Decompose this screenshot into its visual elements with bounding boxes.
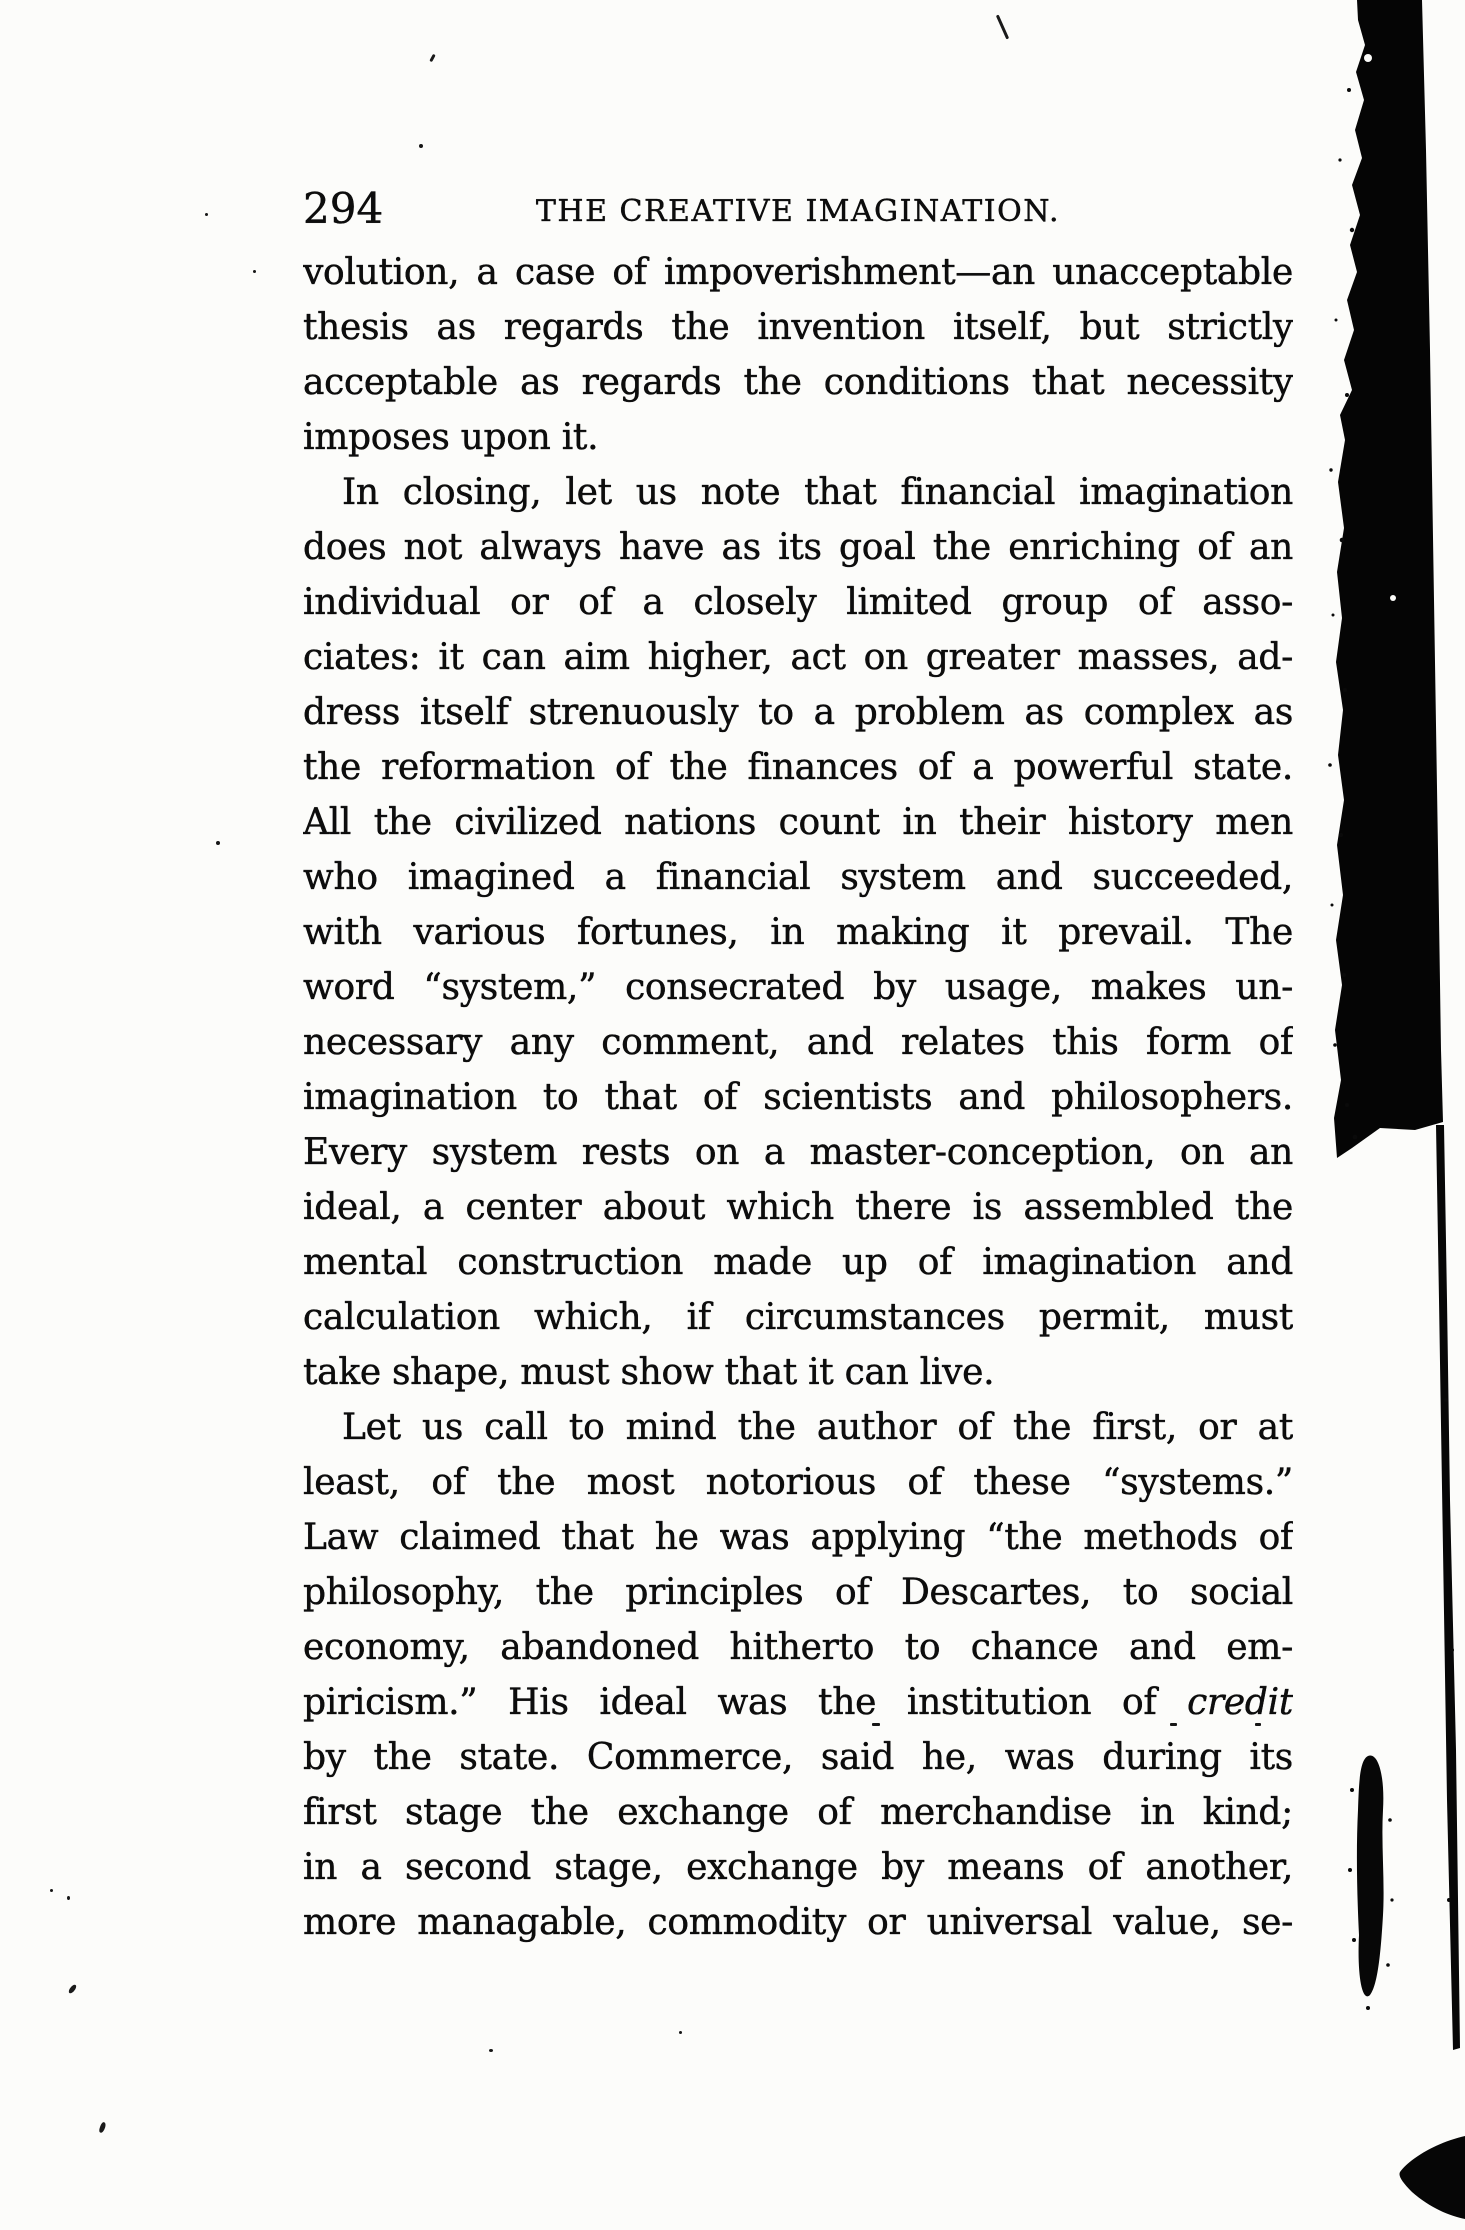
scan-speck — [419, 144, 423, 148]
scan-speck — [205, 213, 208, 216]
text-line: take shape, must show that it can live. — [303, 1352, 995, 1393]
text-line: mental construction made up of imagination and — [303, 1242, 1293, 1283]
scan-speck — [68, 1983, 78, 1994]
scan-speck — [67, 1896, 70, 1900]
text-line: ideal, a center about which there is assembled the — [303, 1187, 1293, 1228]
text-line: acceptable as regards the conditions that necessity — [303, 362, 1293, 403]
text-line: dress itself strenuously to a problem as complex as — [303, 692, 1293, 733]
corner-smudge — [1400, 2136, 1465, 2219]
text-line — [303, 1675, 1293, 1730]
text-line: in a second stage, exchange by means of another, — [303, 1847, 1293, 1888]
text-line: economy, abandoned hitherto to chance and em- — [303, 1627, 1293, 1668]
text-line: philosophy, the principles of Descartes, to social — [303, 1572, 1293, 1613]
text-line: Let us call to mind the author of the first, or at — [342, 1407, 1293, 1448]
scan-speck — [872, 1723, 880, 1726]
italic-word: credit — [1187, 1682, 1293, 1723]
text-line: first stage the exchange of merchandise in kind; — [303, 1792, 1293, 1833]
text-line: Every system rests on a master-conception, on an — [303, 1132, 1293, 1173]
text-line: by the state. Commerce, said he, was during its — [303, 1737, 1293, 1778]
scan-speck — [429, 54, 435, 62]
scan-speck — [996, 15, 1009, 40]
text-line: imposes upon it. — [303, 417, 599, 458]
ink-blob — [1357, 1756, 1384, 1997]
text-line: calculation which, if circumstances permit, must — [303, 1297, 1293, 1338]
text-line: imagination to that of scientists and philosophers. — [303, 1077, 1293, 1118]
body-text — [303, 245, 1293, 1950]
scan-speck — [1170, 1723, 1177, 1726]
text-line: least, of the most notorious of these “systems.” — [303, 1462, 1293, 1503]
page-number: 294 — [303, 184, 384, 233]
text-line: with various fortunes, in making it prevail. The — [303, 912, 1293, 953]
scan-white-nick — [1390, 595, 1396, 601]
text-line: All the civilized nations count in their history men — [303, 802, 1293, 843]
scan-streak-line — [1436, 1125, 1460, 2050]
scan-speck — [98, 2121, 106, 2133]
scan-speck — [50, 1889, 53, 1892]
text-line: volution, a case of impoverishment—an unacceptable — [303, 252, 1293, 293]
text-line: more managable, commodity or universal value, se- — [303, 1902, 1293, 1943]
text-line: In closing, let us note that financial imagination — [342, 472, 1293, 513]
text-line: does not always have as its goal the enriching of an — [303, 527, 1293, 568]
running-title: THE CREATIVE IMAGINATION. — [535, 194, 1061, 229]
scan-speck — [679, 2031, 682, 2034]
scan-speck — [1255, 1723, 1261, 1726]
text-line: thesis as regards the invention itself, but strictly — [303, 307, 1293, 348]
text-line: ciates: it can aim higher, act on greater masses, ad- — [303, 637, 1293, 678]
text-line: word “system,” consecrated by usage, makes un- — [303, 967, 1293, 1008]
text-run: piricism.” His ideal was the institution of — [303, 1682, 1188, 1723]
text-line: who imagined a financial system and succeeded, — [303, 857, 1293, 898]
scan-speck — [216, 841, 220, 845]
scan-white-nick — [1364, 54, 1372, 62]
scan-speck — [253, 270, 256, 273]
text-line: necessary any comment, and relates this form of — [303, 1022, 1293, 1063]
scan-gutter-band — [1334, 0, 1443, 1158]
scan-speckle-fringe — [1328, 88, 1454, 2010]
text-line: individual or of a closely limited group of asso- — [303, 582, 1293, 623]
text-line: the reformation of the finances of a powerful state. — [303, 747, 1293, 788]
scan-speck — [489, 2049, 493, 2052]
text-line: Law claimed that he was applying “the methods of — [303, 1517, 1293, 1558]
